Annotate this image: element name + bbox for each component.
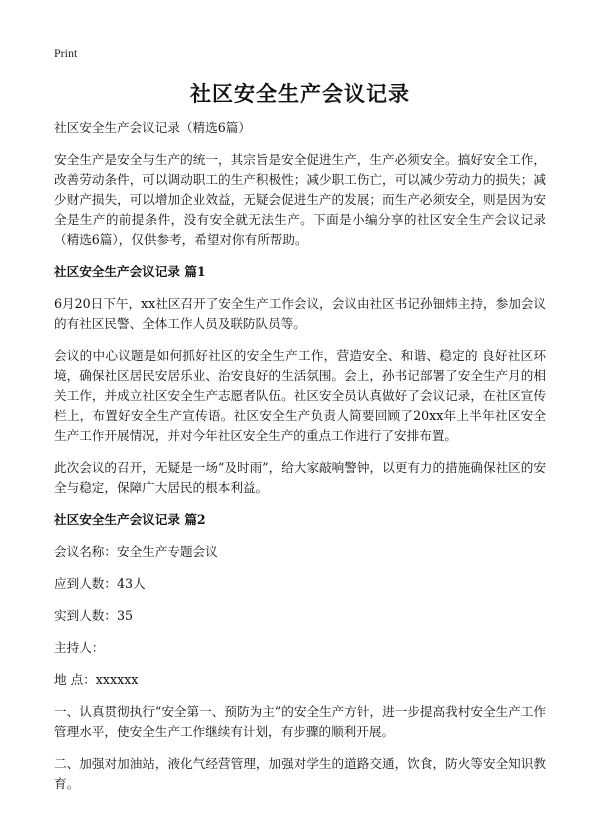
section-1-paragraph-3: 此次会议的召开，无疑是一场“及时雨”，给大家敲响警钟，以更有力的措施确保社区的安全与稳定，保障广大居民的根本利益。 [54,460,546,495]
expected-attendance: 应到人数：43人 [54,576,146,591]
meeting-name: 会议名称：安全生产专题会议 [54,544,218,559]
actual-attendance: 实到人数：35 [54,608,133,623]
page-title: 社区安全生产会议记录 [190,81,410,106]
section-1-paragraph-2: 会议的中心议题是如何抓好社区的安全生产工作，营造安全、和谐、稳定的 良好社区环境，确保社区居民安居乐业、治安良好的生活氛围。会上，孙书记部署了安全生产月的相关工作，并成立社区安全生产志愿者队伍。社区安全员认真做好了会议记录，在社区宣传栏上，布置好安全生产宣传语。社区安全生产负责人简要回顾了20xx年上半年社区安全生产工作开展情况，并对今年社区安全生产的重点工作进行了安排布置。 [54,348,546,443]
print-link[interactable]: Print [54,46,78,60]
meeting-host: 主持人： [54,640,105,655]
intro-paragraph: 安全生产是安全与生产的统一，其宗旨是安全促进生产，生产必须安全。搞好安全工作，改善劳动条件，可以调动职工的生产积极性；减少职工伤亡，可以减少劳动力的损失；减少财产损失，可以增加企业效益，无疑会促进生产的发展；而生产必须安全，则是因为安全是生产的前提条件，没有安全就无法生产。下面是小编分享的社区安全生产会议记录（精选6篇），仅供参考，希望对你有所帮助。 [54,152,546,247]
section-1-paragraph-1: 6月20日下午，xx社区召开了安全生产工作会议，会议由社区书记孙钿炜主持，参加会议的有社区民警、全体工作人员及联防队员等。 [54,296,546,331]
subtitle: 社区安全生产会议记录（精选6篇） [54,120,251,135]
document-body [54,118,546,806]
section-2-item-1: 一、认真贯彻执行“安全第一、预防为主”的安全生产方针，进一步提高我村安全生产工作管理水平，使安全生产工作继续有计划，有步骤的顺利开展。 [54,704,546,739]
section-2-heading: 社区安全生产会议记录 篇2 [54,512,206,527]
meeting-location: 地 点：xxxxxx [54,672,139,687]
section-2-item-2: 二、加强对加油站，液化气经营管理，加强对学生的道路交通，饮食，防火等安全知识教育。 [54,756,546,791]
section-1-heading: 社区安全生产会议记录 篇1 [54,264,206,279]
